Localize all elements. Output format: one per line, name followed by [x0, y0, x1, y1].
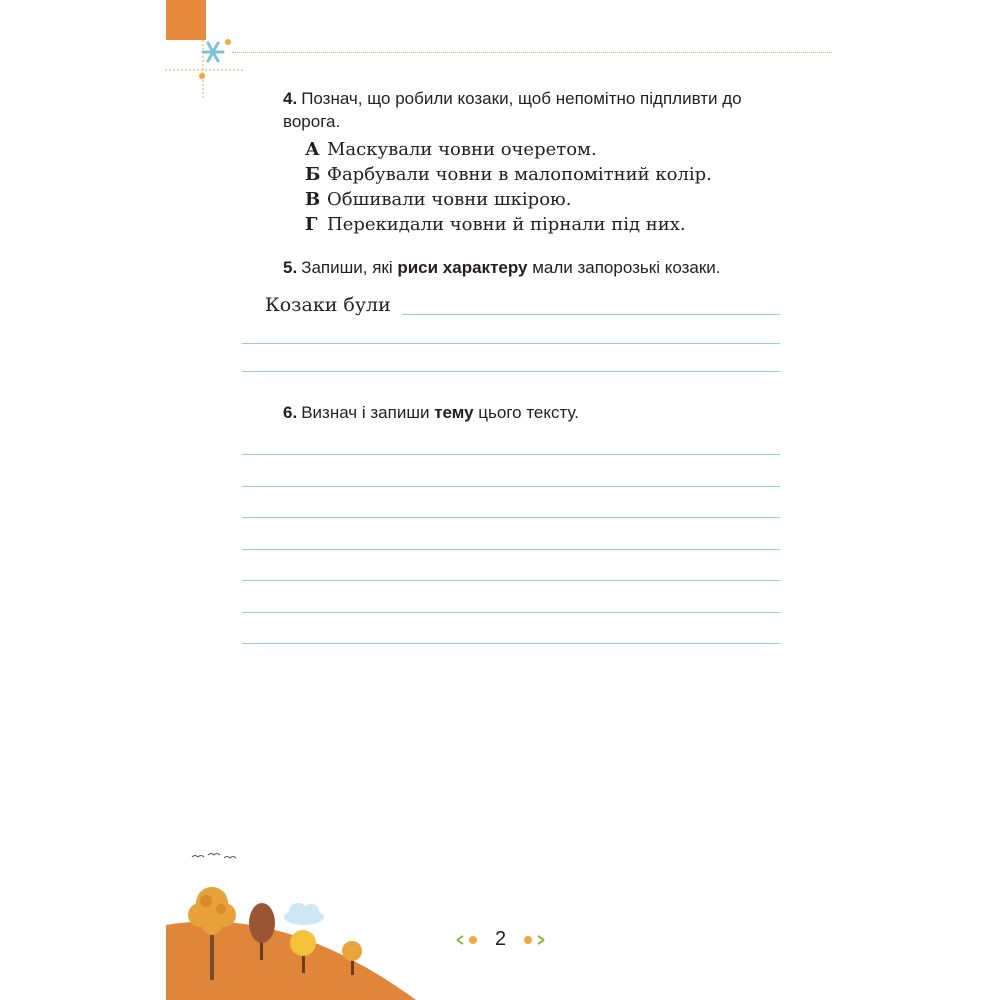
question-text-bold: риси характеру [397, 258, 528, 277]
answer-line[interactable] [242, 549, 780, 550]
option-a[interactable] [305, 137, 712, 162]
answer-line[interactable] [242, 454, 780, 455]
question-text: Познач, що робили козаки, щоб непомітно підпливти до ворога. [283, 89, 742, 131]
answer-line[interactable] [242, 643, 780, 644]
question-number: 5. [283, 258, 298, 277]
answer-prefix: Козаки були [265, 294, 391, 316]
answer-line[interactable] [242, 612, 780, 613]
question-text-after: мали запорозькі козаки. [527, 258, 721, 277]
question-5 [283, 256, 803, 279]
page-number-area [455, 928, 546, 951]
option-text: Маскували човни очеретом. [327, 139, 597, 160]
answer-line[interactable] [242, 517, 780, 518]
question-text-before: Визнач і запиши [301, 403, 435, 422]
snowflake-decoration-icon [165, 30, 255, 100]
option-letter: А [305, 139, 320, 160]
autumn-landscape-illustration [166, 845, 426, 1000]
option-h[interactable] [305, 212, 712, 237]
question-number: 6. [283, 403, 298, 422]
option-v[interactable] [305, 187, 712, 212]
answer-line[interactable] [242, 343, 780, 344]
leaf-ornament-icon [455, 933, 481, 947]
page-number: 2 [495, 928, 507, 950]
answer-line[interactable] [242, 486, 780, 487]
answer-options [305, 137, 712, 237]
question-text-bold: тему [434, 403, 474, 422]
option-text: Перекидали човни й пірнали під них. [327, 214, 686, 235]
leaf-ornament-icon [520, 933, 546, 947]
question-6 [283, 401, 803, 424]
question-text-before: Запиши, які [301, 258, 398, 277]
header-dotted-rule [232, 52, 832, 53]
question-text-after: цього тексту. [473, 403, 580, 422]
option-letter: Б [305, 164, 321, 185]
answer-line[interactable] [242, 580, 780, 581]
option-text: Фарбували човни в малопомітний колір. [327, 164, 712, 185]
answer-line[interactable] [402, 314, 780, 315]
option-text: Обшивали човни шкірою. [327, 189, 572, 210]
option-b[interactable] [305, 162, 712, 187]
question-4 [283, 87, 803, 133]
answer-line[interactable] [242, 371, 780, 372]
question-number: 4. [283, 89, 298, 108]
option-letter: В [305, 189, 321, 210]
option-letter: Г [305, 214, 318, 235]
